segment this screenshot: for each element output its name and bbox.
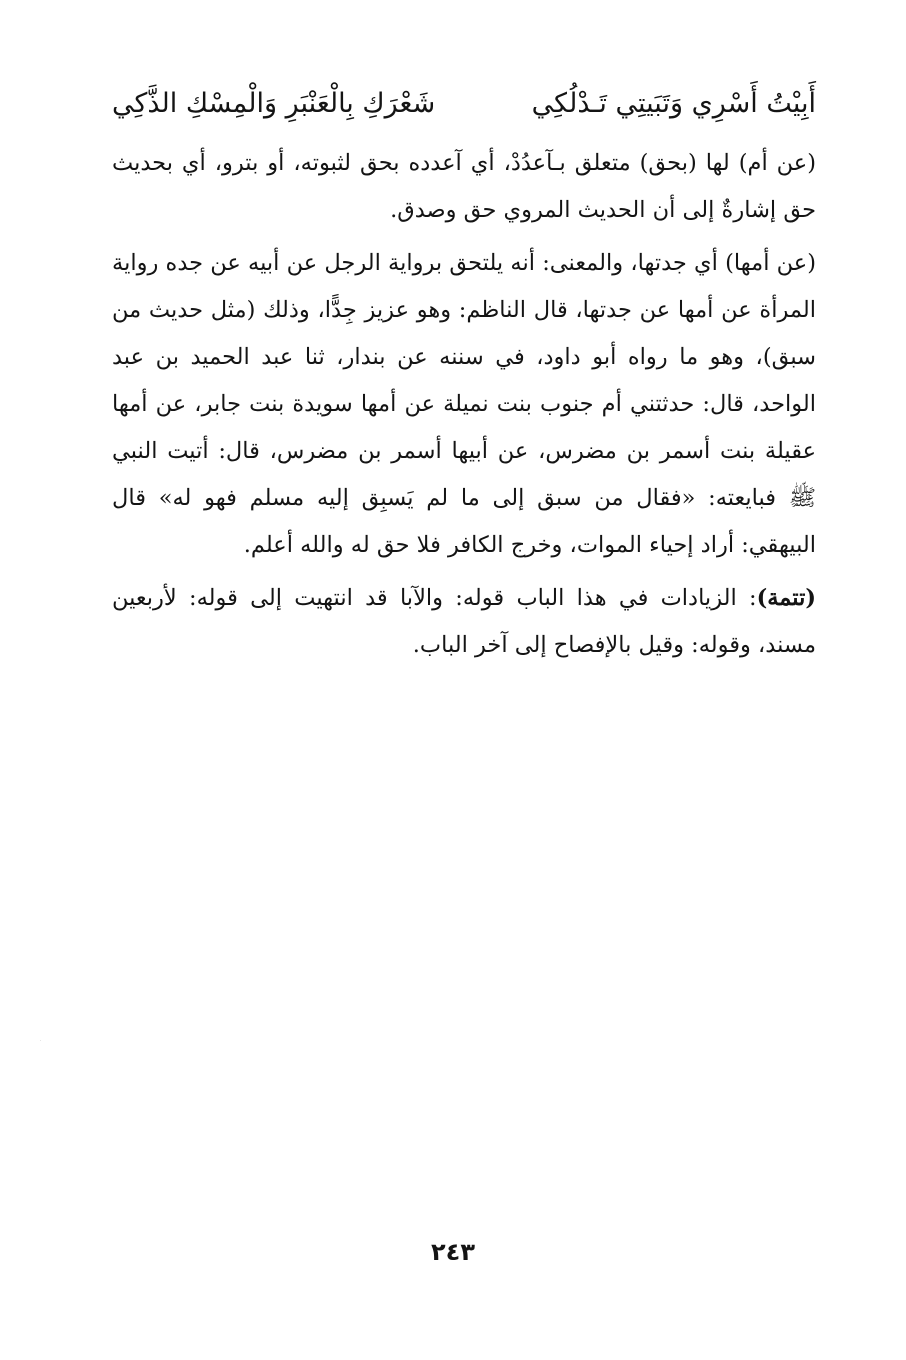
paragraph-3-text: : الزيادات في هذا الباب قوله: والآبا قد انتهيت إلى قوله: لأربعين مسند، وقوله: وقيل بالإفصاح إلى آخر الباب. bbox=[112, 585, 816, 658]
paragraph-3-lead: (تتمة) bbox=[756, 585, 816, 611]
scan-speck bbox=[40, 1040, 41, 1041]
verse-left-hemistich: شَعْرَكِ بِالْعَنْبَرِ وَالْمِسْكِ الذَّكِي bbox=[112, 88, 436, 119]
paragraph-2-text: (عن أمها) أي جدتها، والمعنى: أنه يلتحق برواية الرجل عن أبيه عن جده رواية المرأة عن أمها عن جدتها، قال الناظم: وهو عزيز جِدًّا، وذلك (مثل حديث من سبق)، وهو ما رواه أبو داود، في سننه عن بندار، ثنا عبد الحميد بن عبد الواحد، قال: حدثتني أم جنوب بنت نميلة عن أمها سويدة بنت جابر، عن أمها عقيلة بنت أسمر بن مضرس، عن أبيها أسمر بن مضرس، قال: أتيت النبي ﷺ فبايعته: «فقال من سبق إلى ما لم يَسبِق إليه مسلم فهو له» قال البيهقي: أراد إحياء الموات، وخرج الكافر فلا حق له والله أعلم. bbox=[112, 250, 816, 558]
paragraph-3 bbox=[112, 575, 816, 669]
paragraph-2 bbox=[112, 240, 816, 569]
page-number: ٢٤٣ bbox=[431, 1238, 475, 1266]
page-content bbox=[112, 78, 816, 1278]
verse-right-hemistich: أَبِيْتُ أَسْرِي وَتَبَيتِي تَـدْلُكِي bbox=[531, 88, 816, 119]
verse-line bbox=[112, 78, 816, 134]
paragraph-1 bbox=[112, 140, 816, 234]
paragraph-1-text: (عن أم) لها (بحق) متعلق بـآعدُدْ، أي آعدده بحق لثبوته، أو بترو، أي بحديث حق إشارةٌ إلى أن الحديث المروي حق وصدق. bbox=[112, 150, 816, 223]
